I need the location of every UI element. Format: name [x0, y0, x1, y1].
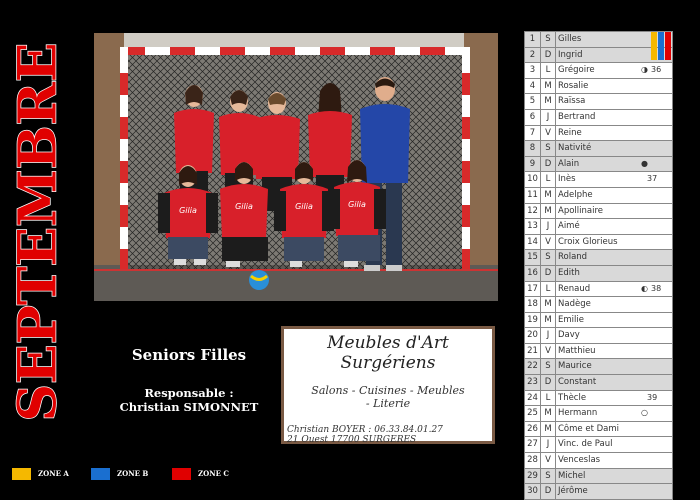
- row-extra: [641, 63, 661, 78]
- day-number: 28: [525, 453, 541, 468]
- saint-name: Bertrand: [558, 111, 596, 122]
- saint-name: Hermann: [558, 408, 598, 419]
- calendar-row: [525, 359, 672, 375]
- day-number: 13: [525, 219, 541, 234]
- saint-name: Michel: [558, 470, 586, 481]
- zone-stripes: [651, 32, 671, 60]
- calendar-row: [525, 94, 672, 110]
- day-letter: L: [541, 391, 556, 406]
- saint-name: Edith: [558, 267, 580, 278]
- day-number: 2: [525, 48, 541, 63]
- calendar-row: [525, 453, 672, 469]
- sponsor-tagline-1: Salons - Cuisines - Meubles: [311, 384, 465, 397]
- calendar-row: [525, 172, 672, 188]
- row-extra: [641, 157, 648, 172]
- zone-a-label: ZONE A: [38, 469, 69, 478]
- calendar-row: [525, 391, 672, 407]
- saint-name: Apollinaire: [558, 205, 603, 216]
- saint-name: Davy: [558, 330, 580, 341]
- day-letter: D: [541, 375, 556, 390]
- day-number: 8: [525, 141, 541, 156]
- saint-name: Emilie: [558, 314, 584, 325]
- calendar-row: [525, 188, 672, 204]
- day-letter: J: [541, 219, 556, 234]
- row-extra: [641, 282, 661, 297]
- day-number: 15: [525, 250, 541, 265]
- jersey-logo: Gilia: [235, 202, 253, 211]
- row-extra: [641, 406, 648, 421]
- week-number: 38: [650, 283, 662, 293]
- day-letter: J: [541, 110, 556, 125]
- calendar-row: [525, 63, 672, 79]
- day-letter: M: [541, 204, 556, 219]
- day-number: 16: [525, 266, 541, 281]
- week-number: 37: [647, 174, 658, 184]
- zone-b-swatch: [91, 468, 110, 480]
- day-letter: D: [541, 157, 556, 172]
- calendar-row: [525, 375, 672, 391]
- sponsor-ad: [281, 326, 495, 444]
- day-number: 20: [525, 328, 541, 343]
- calendar-row: [525, 250, 672, 266]
- day-number: 4: [525, 79, 541, 94]
- moon-full-icon: ●: [641, 158, 648, 168]
- calendar-row: [525, 344, 672, 360]
- saint-name: Nativité: [558, 143, 592, 154]
- day-number: 6: [525, 110, 541, 125]
- day-number: 23: [525, 375, 541, 390]
- day-number: 1: [525, 32, 541, 47]
- zone-stripe-c: [665, 32, 671, 60]
- day-number: 19: [525, 313, 541, 328]
- day-letter: D: [541, 48, 556, 63]
- day-number: 29: [525, 469, 541, 484]
- team-photo: [94, 33, 498, 301]
- saint-name: Thècle: [558, 392, 587, 403]
- calendar-row: [525, 313, 672, 329]
- saint-name: Gilles: [558, 34, 582, 44]
- saint-name: Rosalie: [558, 80, 589, 91]
- day-number: 22: [525, 359, 541, 374]
- day-number: 7: [525, 126, 541, 141]
- moon-last-quarter-icon: ◐: [641, 283, 648, 293]
- zone-stripe-a: [651, 32, 657, 60]
- day-letter: L: [541, 172, 556, 187]
- day-letter: M: [541, 313, 556, 328]
- day-number: 5: [525, 94, 541, 109]
- calendar-row: [525, 235, 672, 251]
- calendar-row: [525, 469, 672, 485]
- saint-name: Maurice: [558, 361, 592, 372]
- saint-name: Nadège: [558, 299, 591, 310]
- day-number: 11: [525, 188, 541, 203]
- day-letter: M: [541, 94, 556, 109]
- calendar-row: [525, 32, 672, 48]
- calendar-row: [525, 266, 672, 282]
- day-letter: M: [541, 188, 556, 203]
- calendar-row: [525, 219, 672, 235]
- day-letter: D: [541, 484, 556, 499]
- day-letter: M: [541, 79, 556, 94]
- sponsor-contact-address: 21 Ouest 17700 SURGERES: [287, 435, 417, 445]
- team-name: Seniors Filles: [131, 346, 247, 364]
- day-letter: L: [541, 63, 556, 78]
- calendar-row: [525, 484, 672, 499]
- calendar-row: [525, 204, 672, 220]
- calendar-row: [525, 406, 672, 422]
- saint-name: Roland: [558, 252, 588, 263]
- day-letter: V: [541, 344, 556, 359]
- day-number: 25: [525, 406, 541, 421]
- saint-name: Alain: [558, 158, 580, 169]
- calendar-list: [524, 31, 673, 500]
- day-number: 18: [525, 297, 541, 312]
- month-title-container: [8, 16, 68, 448]
- week-number: 39: [647, 392, 658, 402]
- day-letter: M: [541, 297, 556, 312]
- calendar-row: [525, 141, 672, 157]
- day-number: 3: [525, 63, 541, 78]
- sponsor-contact-phone: Christian BOYER : 06.33.84.01.27: [287, 425, 443, 435]
- week-number: 36: [650, 65, 662, 75]
- day-letter: M: [541, 422, 556, 437]
- sponsor-name-line1: Meubles d'Art: [327, 333, 449, 353]
- saint-name: Venceslas: [558, 455, 601, 466]
- zone-stripe-b: [658, 32, 664, 60]
- day-letter: S: [541, 250, 556, 265]
- day-number: 9: [525, 157, 541, 172]
- saint-name: Inès: [558, 174, 576, 185]
- saint-name: Grégoire: [558, 65, 595, 76]
- day-number: 27: [525, 437, 541, 452]
- day-letter: S: [541, 32, 556, 47]
- saint-name: Renaud: [558, 283, 591, 294]
- zone-a-swatch: [12, 468, 31, 480]
- calendar-row: [525, 126, 672, 142]
- jersey-logo: Gilia: [348, 200, 366, 209]
- calendar-row: [525, 437, 672, 453]
- calendar-row: [525, 110, 672, 126]
- moon-first-quarter-icon: ◑: [641, 65, 648, 75]
- day-number: 10: [525, 172, 541, 187]
- zone-c-swatch: [172, 468, 191, 480]
- row-extra: [641, 391, 657, 406]
- responsable-label: Responsable :: [144, 386, 234, 400]
- sponsor-name-line2: Surgériens: [340, 353, 436, 373]
- saint-name: Croix Glorieus: [558, 236, 618, 247]
- day-letter: S: [541, 359, 556, 374]
- moon-new-icon: ○: [641, 408, 648, 418]
- day-letter: D: [541, 266, 556, 281]
- row-extra: [641, 172, 657, 187]
- day-letter: V: [541, 126, 556, 141]
- jersey-logo: Gilia: [295, 202, 313, 211]
- day-number: 21: [525, 344, 541, 359]
- responsable-name: Christian SIMONNET: [119, 400, 259, 414]
- day-number: 24: [525, 391, 541, 406]
- saint-name: Raïssa: [558, 96, 586, 107]
- jersey-logo: Gilia: [179, 206, 197, 215]
- day-letter: L: [541, 282, 556, 297]
- calendar-row: [525, 157, 672, 173]
- day-number: 17: [525, 282, 541, 297]
- day-letter: J: [541, 437, 556, 452]
- saint-name: Vinc. de Paul: [558, 439, 613, 450]
- day-number: 30: [525, 484, 541, 499]
- month-title: SEPTEMBRE: [7, 42, 69, 422]
- saint-name: Reine: [558, 127, 582, 138]
- day-number: 12: [525, 204, 541, 219]
- sponsor-tagline-2: - Literie: [365, 397, 411, 410]
- day-number: 26: [525, 422, 541, 437]
- saint-name: Adelphe: [558, 189, 593, 200]
- calendar-row: [525, 48, 672, 64]
- day-letter: V: [541, 235, 556, 250]
- day-letter: V: [541, 453, 556, 468]
- team-photo-illustration: [94, 33, 498, 301]
- day-letter: S: [541, 469, 556, 484]
- saint-name: Côme et Dami: [558, 423, 620, 434]
- saint-name: Aimé: [558, 221, 580, 232]
- calendar-row: [525, 328, 672, 344]
- calendar-row: [525, 297, 672, 313]
- zone-c-label: ZONE C: [198, 469, 229, 478]
- zone-b-label: ZONE B: [117, 469, 149, 478]
- day-letter: M: [541, 406, 556, 421]
- day-letter: J: [541, 328, 556, 343]
- calendar-row: [525, 422, 672, 438]
- day-number: 14: [525, 235, 541, 250]
- saint-name: Jérôme: [558, 486, 588, 497]
- saint-name: Constant: [558, 377, 597, 388]
- saint-name: Matthieu: [558, 345, 596, 356]
- day-letter: S: [541, 141, 556, 156]
- calendar-row: [525, 79, 672, 95]
- calendar-row: [525, 282, 672, 298]
- saint-name: Ingrid: [558, 49, 583, 60]
